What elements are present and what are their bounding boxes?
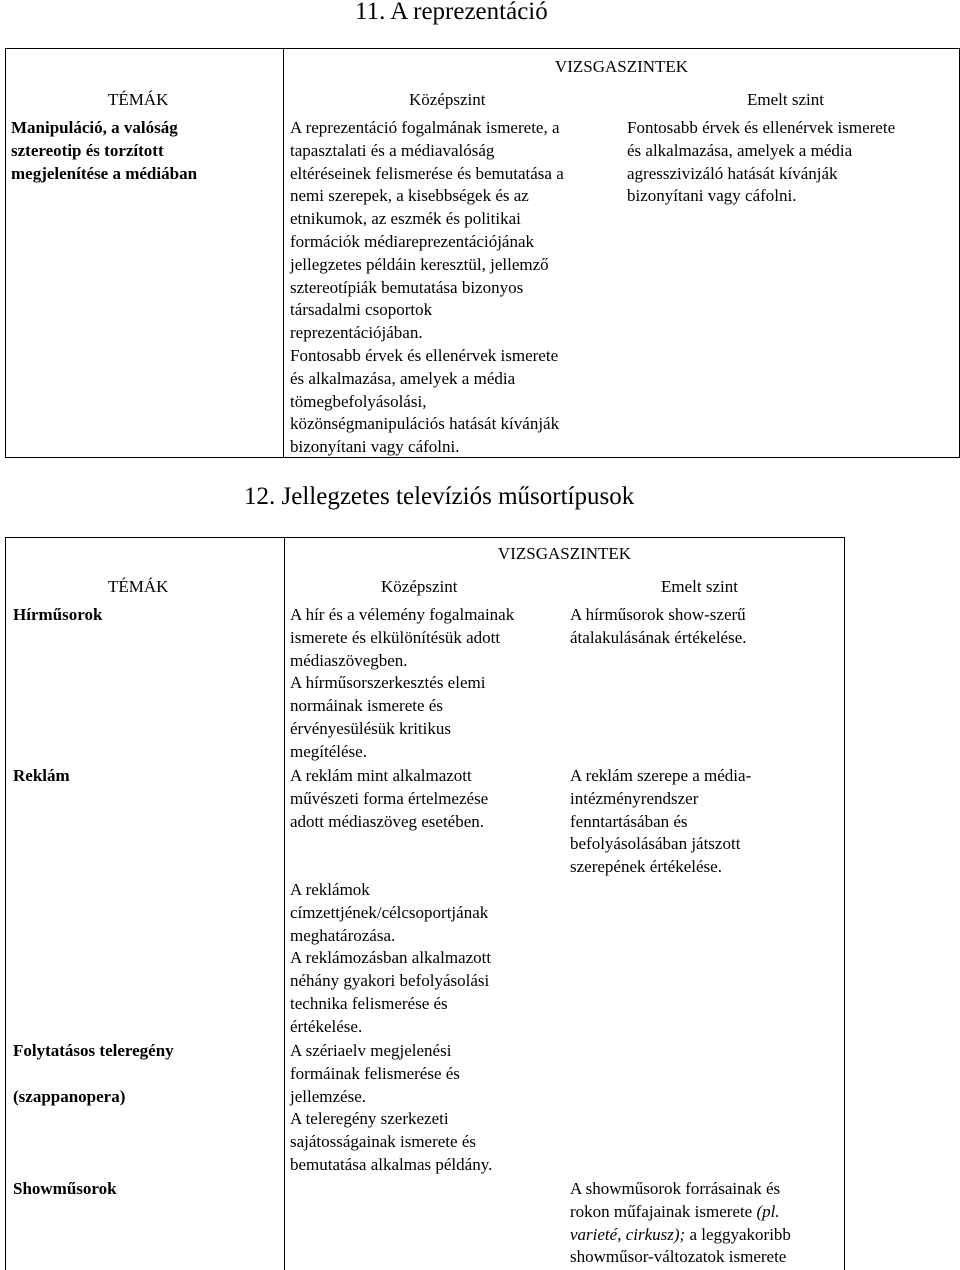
high-hirmusorok: A hírműsorok show-szerű átalakulásának értékelése. [570,605,747,647]
table-border-top [5,537,845,538]
header-temak: TÉMÁK [108,90,169,109]
mid-teleregeny: A szériaelv megjelenési formáinak felismerése és jellemzése. A teleregény szerkezeti sajátosságainak ismerete és bemutatása alkalmas példány. [290,1041,493,1174]
topic-reklam: Reklám [13,766,70,785]
topic-showmusorok: Showműsorok [13,1179,117,1198]
header-vizsgaszintek: VIZSGASZINTEK [554,57,689,76]
header-kozepszint: Középszint [381,577,458,596]
topic-manipulacio: Manipuláció, a valóság sztereotip és torzított megjelenítése a médiában [11,118,198,183]
header-temak: TÉMÁK [108,577,169,596]
high-level-text: Fontosabb érvek és ellenérvek ismerete és alkalmazása, amelyek a média agresszivizáló hatását kívánják bizonyítani vagy cáfolni. [627,118,896,206]
table-border-top [5,48,960,49]
mid-hirmusorok: A hír és a vélemény fogalmainak ismerete és elkülönítésük adott médiaszövegben. A hírműsorszerkesztés elemi normáinak ismerete és érvényesülésük kritikus megítélése. [290,605,515,761]
topic-teleregeny: Folytatásos teleregény (szappanopera) [13,1041,174,1106]
header-kozepszint: Középszint [409,90,486,109]
high-showmusorok-text-a: A showműsorok forrásainak és rokon műfajainak ismerete [570,1179,781,1221]
high-showmusorok-text-b: a leggyakoribb showműsor-változatok ismerete [570,1224,791,1267]
table-divider-topic [283,48,284,458]
mid-reklam: A reklám mint alkalmazott művészeti forma értelmezése adott médiaszöveg esetében. A reklámok címzettjének/célcsoportjának meghatározása. A reklámozásban alkalmazott néhány gyakori befolyásolási technika felismerése és értékelése. [290,766,492,1036]
high-showmusorok-examples: (pl. varieté, cirkusz); [570,1201,780,1244]
section-12-title: 12. Jellegzetes televíziós műsortípusok [244,483,635,510]
high-showmusorok [570,1178,842,1269]
table-border-left [5,48,6,458]
header-vizsgaszintek: VIZSGASZINTEK [497,544,632,563]
table-border-left [5,537,6,1270]
section-11-title: 11. A reprezentáció [355,0,548,25]
table-border-right [844,537,845,1270]
topic-hirmusorok: Hírműsorok [13,605,103,624]
header-emelt-szint: Emelt szint [747,90,824,109]
table-divider-topic [284,537,285,1270]
high-reklam: A reklám szerepe a média- intézményrendszer fenntartásában és befolyásolásában játszott szerepének értékelése. [570,766,752,877]
mid-level-text: A reprezentáció fogalmának ismerete, a tapasztalati és a médiavalóság eltéréseinek felismerése és bemutatása a nemi szerepek, a kisebbségek és az etnikumok, az eszmék és politikai formációk médiareprezentációjának jellegzetes példáin keresztül, jellemző sztereotípiák bemutatása bizonyos társadalmi csoportok reprezentációjában. Fontosabb érvek és ellenérvek ismerete és alkalmazása, amelyek a média tömegbefolyásolási, közönségmanipulációs hatását kívánják bizonyítani vagy cáfolni. [290,118,564,457]
header-emelt-szint: Emelt szint [661,577,738,596]
